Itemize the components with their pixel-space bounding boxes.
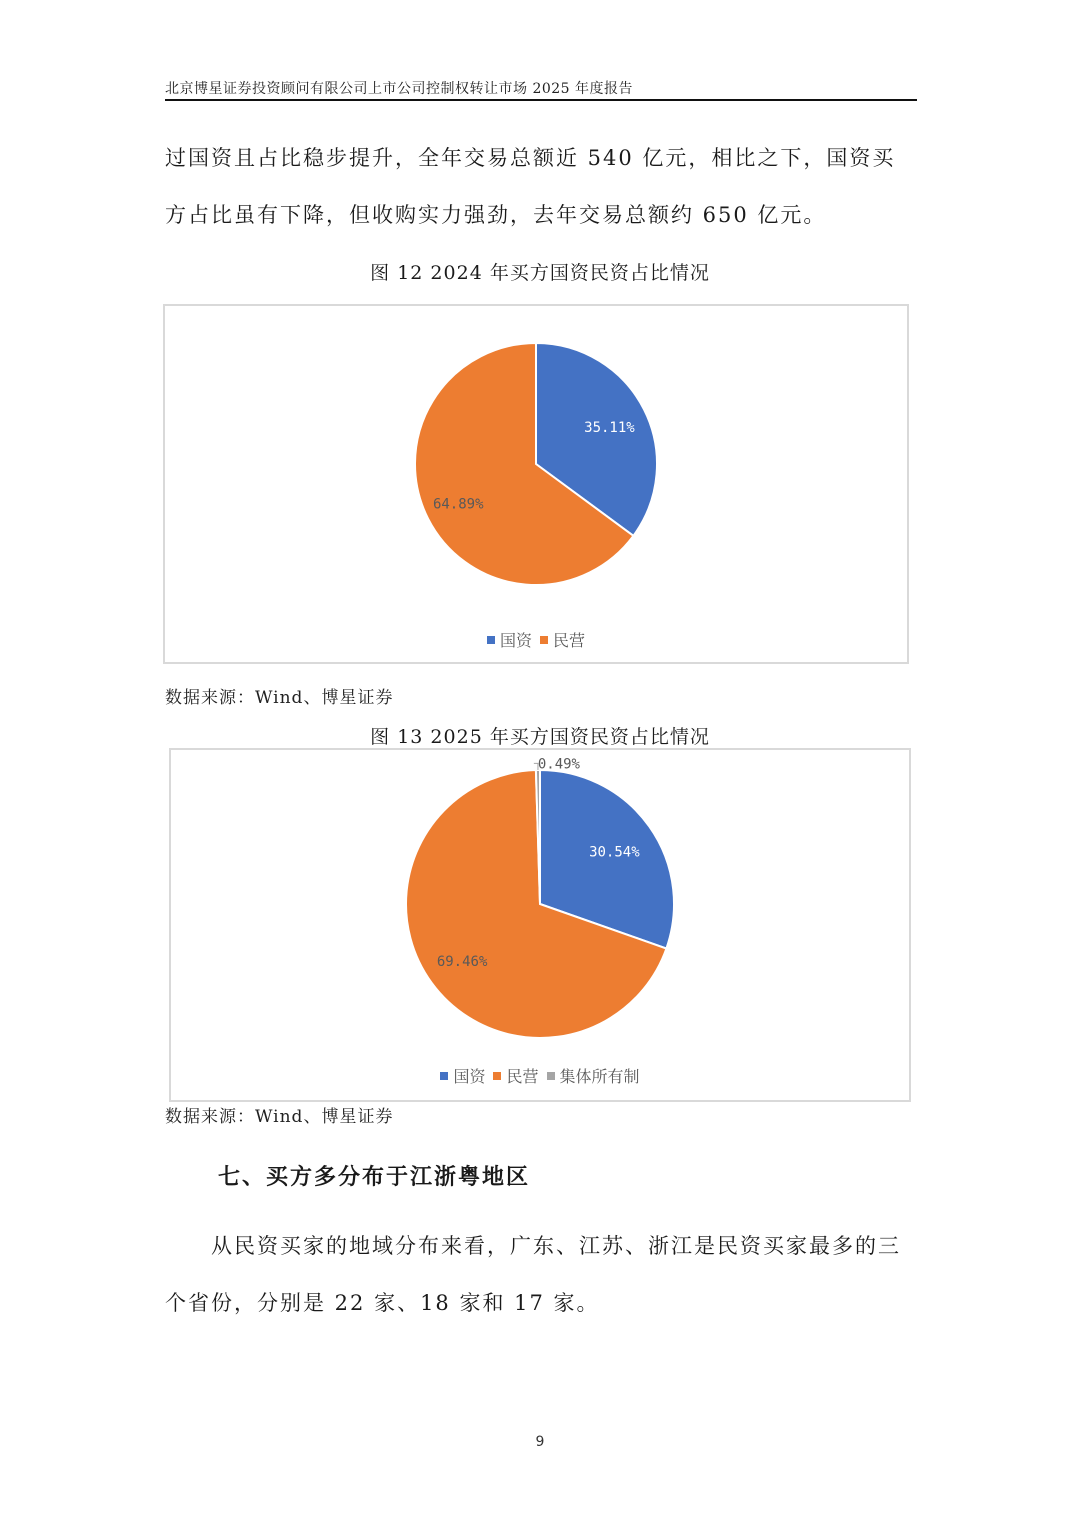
legend-swatch-0 xyxy=(487,636,495,644)
pie-chart-2025 xyxy=(171,750,909,1050)
pie-data-label-0: 30.54% xyxy=(589,844,640,861)
legend-swatch-0 xyxy=(440,1072,448,1080)
legend-item-0 xyxy=(440,1064,485,1087)
legend-item-1 xyxy=(493,1064,538,1087)
legend-label-0: 国资 xyxy=(453,1067,486,1086)
pie-chart-2024 xyxy=(165,306,907,606)
legend-item-1 xyxy=(540,628,585,651)
pie-legend-2024 xyxy=(165,628,907,651)
pie-data-label-2: 0.49% xyxy=(537,756,581,773)
figure-12-chart xyxy=(163,304,909,664)
figure-13-chart xyxy=(169,748,911,1102)
pie-legend-2025 xyxy=(171,1064,909,1087)
pie-data-label-1: 64.89% xyxy=(432,496,484,513)
body-paragraph-2: 从民资买家的地域分布来看，广东、江苏、浙江是民资买家最多的三个省份，分别是 22 家、18 家和 17 家。 xyxy=(165,1234,901,1315)
legend-label-0: 国资 xyxy=(499,631,532,650)
pie-data-label-1: 69.46% xyxy=(436,953,488,970)
body-paragraph-1: 过国资且占比稳步提升，全年交易总额近 540 亿元，相比之下，国资买方占比虽有下降，但收购实力强劲，去年交易总额约 650 亿元。 xyxy=(165,146,896,227)
figure-13-source: 数据来源：Wind、博星证券 xyxy=(165,1107,394,1127)
legend-label-2: 集体所有制 xyxy=(559,1067,640,1086)
report-header: 北京博星证券投资顾问有限公司上市公司控制权转让市场 2025 年度报告 xyxy=(165,81,634,97)
figure-12-source: 数据来源：Wind、博星证券 xyxy=(165,688,394,708)
legend-item-0 xyxy=(487,628,532,651)
figure-13-caption: 图 13 2025 年买方国资民资占比情况 xyxy=(370,726,710,748)
figure-12-caption: 图 12 2024 年买方国资民资占比情况 xyxy=(370,262,710,284)
legend-swatch-1 xyxy=(493,1072,501,1080)
header-rule xyxy=(165,99,917,101)
legend-swatch-1 xyxy=(540,636,548,644)
legend-item-2 xyxy=(547,1064,640,1087)
page-number: 9 xyxy=(535,1434,545,1450)
pie-data-label-0: 35.11% xyxy=(584,419,635,436)
legend-label-1: 民营 xyxy=(553,631,586,650)
section-heading: 七、买方多分布于江浙粤地区 xyxy=(218,1164,531,1190)
legend-label-1: 民营 xyxy=(506,1067,539,1086)
legend-swatch-2 xyxy=(547,1072,555,1080)
